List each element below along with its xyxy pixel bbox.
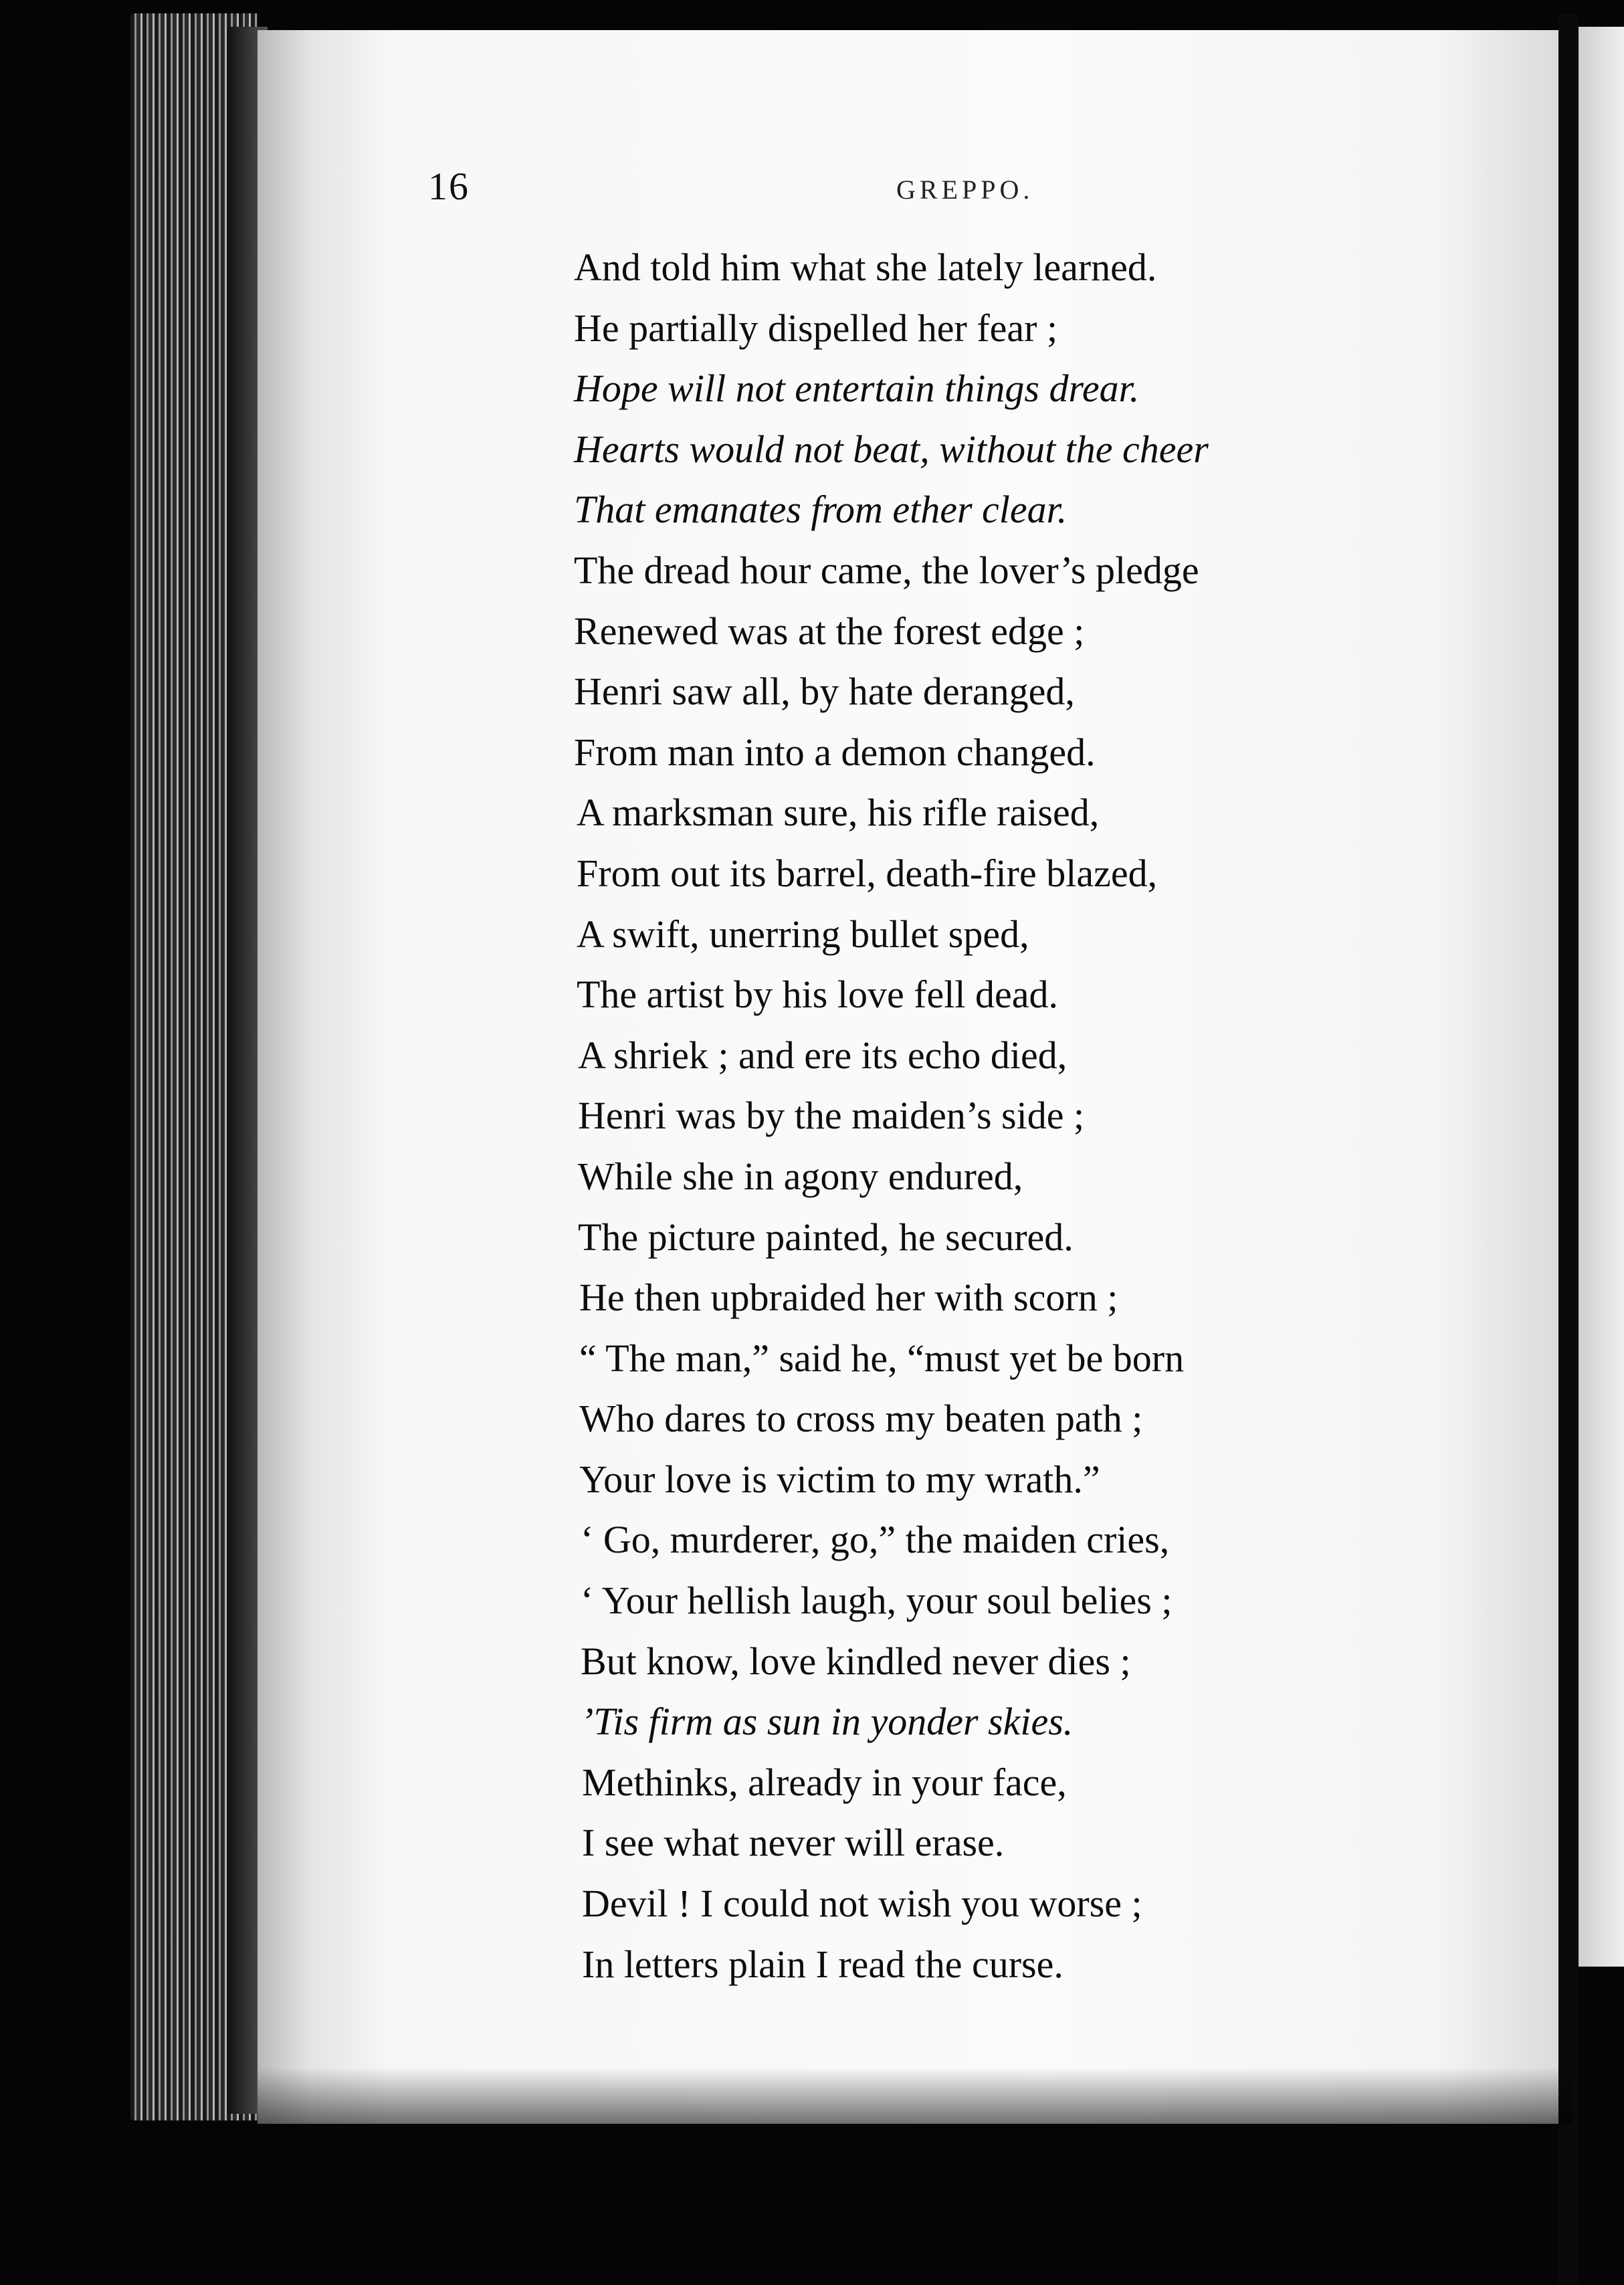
verse-line: Your love is victim to my wrath.” <box>579 1457 1100 1501</box>
verse-line: Henri saw all, by hate deranged, <box>574 670 1075 714</box>
verse-line: That emanates from ether clear. <box>574 488 1068 532</box>
verse-line: The picture painted, he secured. <box>578 1215 1074 1259</box>
verse-line: Hearts would not beat, without the cheer <box>574 427 1209 471</box>
verse-line: Methinks, already in your face, <box>582 1760 1067 1804</box>
verse-line: A marksman sure, his rifle raised, <box>577 791 1100 835</box>
verse-line: He partially dispelled her fear ; <box>574 306 1058 350</box>
verse-line: The artist by his love fell dead. <box>577 973 1058 1017</box>
running-title: GREPPO. <box>896 175 1034 205</box>
verse-line: A swift, unerring bullet sped, <box>577 912 1029 956</box>
verse-line: While she in agony endured, <box>578 1154 1023 1198</box>
verse-line: He then upbraided her with scorn ; <box>579 1276 1118 1320</box>
verse-line: Who dares to cross my beaten path ; <box>579 1397 1143 1441</box>
verse-line: From man into a demon changed. <box>574 730 1096 774</box>
verse-line: ‘ Go, murderer, go,” the maiden cries, <box>581 1518 1170 1562</box>
verse-line: Henri was by the maiden’s side ; <box>578 1094 1085 1138</box>
verse-block <box>574 237 1510 1995</box>
verse-line: From out its barrel, death-fire blazed, <box>577 851 1158 895</box>
verse-line: I see what never will erase. <box>582 1821 1005 1865</box>
page-number: 16 <box>428 165 470 208</box>
right-gutter <box>1558 13 1579 2285</box>
verse-line: Hope will not entertain things drear. <box>574 367 1140 411</box>
verse-line: Renewed was at the forest edge ; <box>574 609 1085 653</box>
facing-page-edge <box>1579 27 1624 1967</box>
verse-line: In letters plain I read the curse. <box>582 1942 1063 1986</box>
verse-line: ’Tis firm as sun in yonder skies. <box>581 1700 1074 1744</box>
verse-line: But know, love kindled never dies ; <box>581 1639 1131 1683</box>
verse-line: Devil ! I could not wish you worse ; <box>582 1882 1142 1926</box>
verse-line: A shriek ; and ere its echo died, <box>578 1033 1068 1077</box>
verse-line: The dread hour came, the lover’s pledge <box>574 548 1199 592</box>
verse-line: And told him what she lately learned. <box>574 245 1157 289</box>
verse-line: ‘ Your hellish laugh, your soul belies ; <box>581 1579 1173 1623</box>
page-bottom-shadow <box>258 2067 1572 2124</box>
verse-line: “ The man,” said he, “must yet be born <box>579 1336 1185 1380</box>
